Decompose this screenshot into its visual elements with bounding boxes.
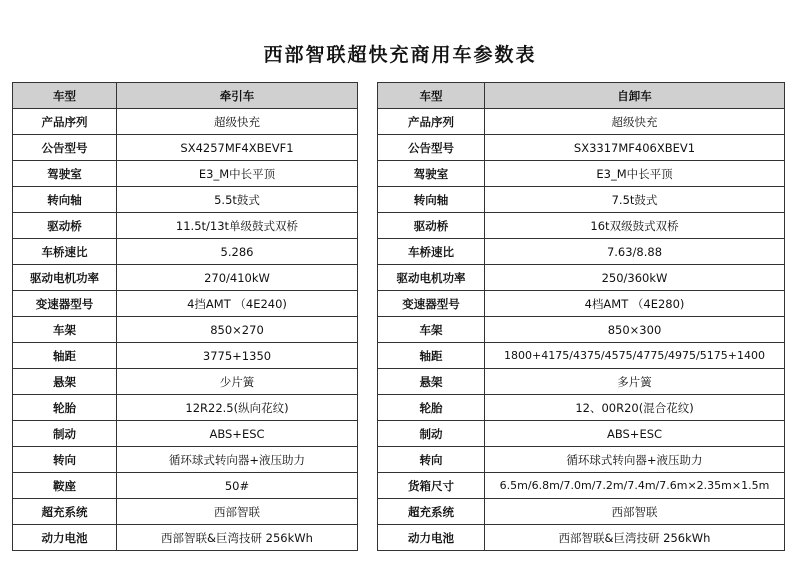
param-value: 16t双级鼓式双桥 bbox=[485, 213, 785, 239]
table-row bbox=[378, 291, 785, 317]
param-value: 4挡AMT （4E240) bbox=[117, 291, 358, 317]
table-row bbox=[378, 239, 785, 265]
param-value: 4档AMT （4E280) bbox=[485, 291, 785, 317]
param-label: 轴距 bbox=[13, 343, 117, 369]
param-value: 250/360kW bbox=[485, 265, 785, 291]
table-row bbox=[378, 213, 785, 239]
table-row bbox=[13, 109, 358, 135]
param-label: 转向轴 bbox=[378, 187, 485, 213]
header-row bbox=[13, 83, 358, 109]
param-label: 驱动电机功率 bbox=[378, 265, 485, 291]
table-row bbox=[378, 135, 785, 161]
table-row bbox=[13, 161, 358, 187]
param-label: 车桥速比 bbox=[13, 239, 117, 265]
param-label: 超充系统 bbox=[378, 499, 485, 525]
param-value: 6.5m/6.8m/7.0m/7.2m/7.4m/7.6m×2.35m×1.5m bbox=[485, 473, 785, 499]
param-value: 超级快充 bbox=[117, 109, 358, 135]
page-title: 西部智联超快充商用车参数表 bbox=[263, 44, 537, 66]
table-row bbox=[378, 525, 785, 551]
param-label: 产品序列 bbox=[378, 109, 485, 135]
param-value: 西部智联&巨湾技研 256kWh bbox=[117, 525, 358, 551]
table-row bbox=[378, 161, 785, 187]
param-label: 转向 bbox=[13, 447, 117, 473]
param-value: ABS+ESC bbox=[485, 421, 785, 447]
param-label: 车型 bbox=[378, 83, 485, 109]
param-value: 270/410kW bbox=[117, 265, 358, 291]
param-value: 多片簧 bbox=[485, 369, 785, 395]
param-label: 车架 bbox=[13, 317, 117, 343]
table-row bbox=[378, 343, 785, 369]
dump-truck-spec-rows bbox=[378, 83, 785, 551]
tractor-spec-rows bbox=[13, 83, 358, 551]
table-row bbox=[378, 447, 785, 473]
param-label: 车架 bbox=[378, 317, 485, 343]
table-row bbox=[378, 499, 785, 525]
param-value: 850×270 bbox=[117, 317, 358, 343]
param-label: 变速器型号 bbox=[13, 291, 117, 317]
table-row bbox=[378, 421, 785, 447]
param-value: E3_M中长平顶 bbox=[117, 161, 358, 187]
param-label: 驱动桥 bbox=[13, 213, 117, 239]
table-row bbox=[13, 187, 358, 213]
param-value: 5.286 bbox=[117, 239, 358, 265]
param-label: 转向 bbox=[378, 447, 485, 473]
param-label: 驱动桥 bbox=[378, 213, 485, 239]
table-row bbox=[13, 343, 358, 369]
table-row bbox=[378, 395, 785, 421]
param-label: 变速器型号 bbox=[378, 291, 485, 317]
param-label: 驾驶室 bbox=[13, 161, 117, 187]
param-value: 3775+1350 bbox=[117, 343, 358, 369]
table-row bbox=[13, 369, 358, 395]
table-row bbox=[13, 265, 358, 291]
param-label: 轴距 bbox=[378, 343, 485, 369]
table-row bbox=[378, 187, 785, 213]
param-label: 轮胎 bbox=[378, 395, 485, 421]
table-row bbox=[13, 239, 358, 265]
param-value: 1800+4175/4375/4575/4775/4975/5175+1400 bbox=[485, 343, 785, 369]
param-label: 悬架 bbox=[13, 369, 117, 395]
param-label: 超充系统 bbox=[13, 499, 117, 525]
param-label: 制动 bbox=[378, 421, 485, 447]
param-value: 12R22.5(纵向花纹) bbox=[117, 395, 358, 421]
table-row bbox=[378, 369, 785, 395]
param-label: 公告型号 bbox=[13, 135, 117, 161]
table-row bbox=[13, 473, 358, 499]
param-value: 超级快充 bbox=[485, 109, 785, 135]
param-value: 850×300 bbox=[485, 317, 785, 343]
table-row bbox=[13, 213, 358, 239]
param-label: 悬架 bbox=[378, 369, 485, 395]
table-row bbox=[13, 291, 358, 317]
table-row bbox=[13, 421, 358, 447]
param-label: 驱动电机功率 bbox=[13, 265, 117, 291]
table-row bbox=[378, 317, 785, 343]
param-label: 制动 bbox=[13, 421, 117, 447]
param-value: 7.5t鼓式 bbox=[485, 187, 785, 213]
param-label: 车桥速比 bbox=[378, 239, 485, 265]
param-value: 循环球式转向器+液压助力 bbox=[485, 447, 785, 473]
param-label: 驾驶室 bbox=[378, 161, 485, 187]
param-value: 7.63/8.88 bbox=[485, 239, 785, 265]
table-row bbox=[378, 473, 785, 499]
param-label: 轮胎 bbox=[13, 395, 117, 421]
table-row bbox=[13, 499, 358, 525]
table-row bbox=[13, 447, 358, 473]
param-value: 自卸车 bbox=[485, 83, 785, 109]
param-value: 5.5t鼓式 bbox=[117, 187, 358, 213]
param-value: 11.5t/13t单级鼓式双桥 bbox=[117, 213, 358, 239]
param-label: 动力电池 bbox=[13, 525, 117, 551]
param-value: 西部智联 bbox=[117, 499, 358, 525]
table-row bbox=[378, 109, 785, 135]
param-value: ABS+ESC bbox=[117, 421, 358, 447]
param-value: 西部智联 bbox=[485, 499, 785, 525]
tractor-spec-table bbox=[12, 82, 358, 551]
param-value: 50# bbox=[117, 473, 358, 499]
table-row bbox=[13, 317, 358, 343]
param-value: 循环球式转向器+液压助力 bbox=[117, 447, 358, 473]
param-label: 鞍座 bbox=[13, 473, 117, 499]
table-row bbox=[13, 395, 358, 421]
dump-truck-spec-table bbox=[377, 82, 785, 551]
param-label: 公告型号 bbox=[378, 135, 485, 161]
table-row bbox=[378, 265, 785, 291]
param-value: E3_M中长平顶 bbox=[485, 161, 785, 187]
header-row bbox=[378, 83, 785, 109]
param-value: SX3317MF406XBEV1 bbox=[485, 135, 785, 161]
param-label: 货箱尺寸 bbox=[378, 473, 485, 499]
table-row bbox=[13, 135, 358, 161]
param-value: 12、00R20(混合花纹) bbox=[485, 395, 785, 421]
param-label: 动力电池 bbox=[378, 525, 485, 551]
param-label: 车型 bbox=[13, 83, 117, 109]
param-label: 产品序列 bbox=[13, 109, 117, 135]
table-row bbox=[13, 525, 358, 551]
param-label: 转向轴 bbox=[13, 187, 117, 213]
param-value: 西部智联&巨湾技研 256kWh bbox=[485, 525, 785, 551]
param-value: SX4257MF4XBEVF1 bbox=[117, 135, 358, 161]
param-value: 少片簧 bbox=[117, 369, 358, 395]
param-value: 牵引车 bbox=[117, 83, 358, 109]
